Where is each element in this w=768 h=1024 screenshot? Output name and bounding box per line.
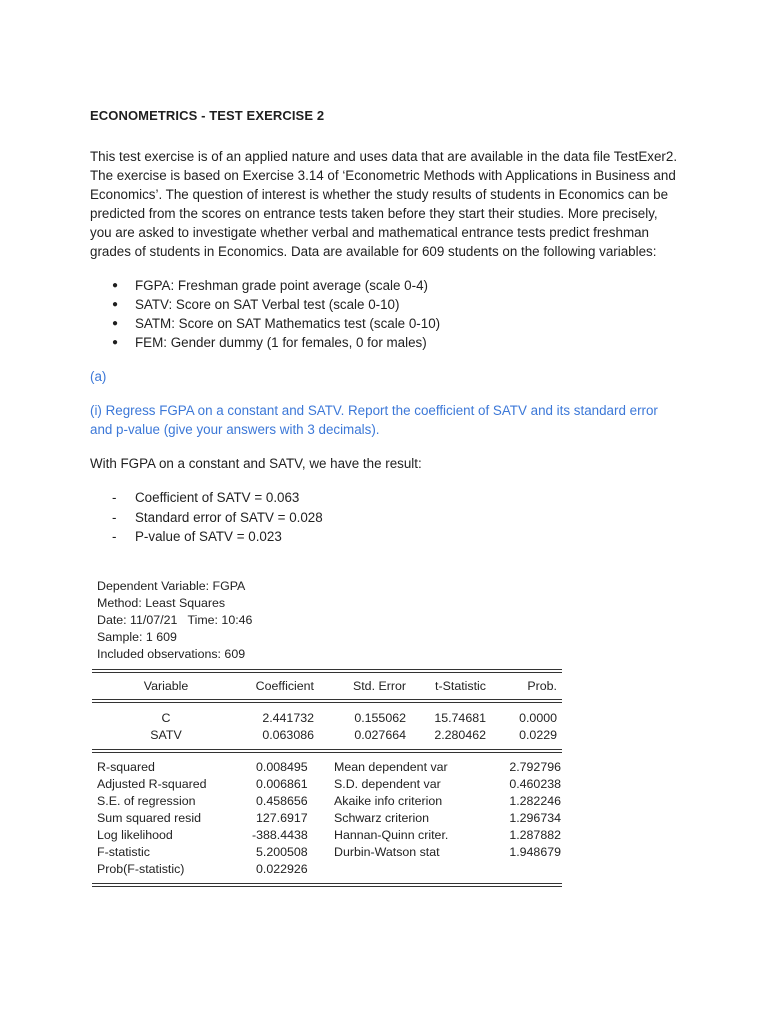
stat-value: 0.008495: [256, 760, 308, 774]
coefficient-rows: [92, 703, 562, 749]
part-label: (a): [90, 369, 107, 384]
variable-list: [90, 276, 680, 352]
output-header-line: Sample: 1 609: [97, 630, 177, 644]
answer-list: [90, 488, 680, 547]
stat-value: 0.460238: [509, 777, 561, 791]
output-header-line: Included observations: 609: [97, 647, 246, 661]
stat-label: S.D. dependent var: [334, 777, 441, 791]
stat-label: Durbin-Watson stat: [334, 845, 440, 859]
table-row: [92, 810, 562, 827]
list-item: - Standard error of SATV = 0.028: [112, 508, 680, 528]
answer-intro: With FGPA on a constant and SATV, we have the result:: [90, 456, 422, 471]
stat-value: 2.792796: [509, 760, 561, 774]
table-cell: C: [161, 711, 171, 725]
table-cell: 0.155062: [354, 711, 406, 725]
stat-value: 1.282246: [509, 794, 561, 808]
stat-value: -388.4438: [252, 828, 308, 842]
list-item: - Coefficient of SATV = 0.063: [112, 488, 680, 508]
question-text: (i) Regress FGPA on a constant and SATV. Report the coefficient of SATV and its standard error and p-value (give your answers with 3 decimals).: [90, 403, 658, 437]
output-header-line: Dependent Variable: FGPA: [97, 579, 246, 593]
stat-label: Schwarz criterion: [334, 811, 430, 825]
table-cell: 15.74681: [434, 711, 486, 725]
table-cell: 0.0229: [519, 728, 557, 742]
table-cell: 2.280462: [434, 728, 486, 742]
table-cell: 0.063086: [262, 728, 314, 742]
column-header: Variable: [143, 679, 189, 693]
stat-label: Hannan-Quinn criter.: [334, 828, 449, 842]
list-item: ● SATM: Score on SAT Mathematics test (scale 0-10): [112, 314, 680, 333]
column-header: Prob.: [527, 679, 557, 693]
regression-output-table: [92, 578, 562, 887]
column-header: t-Statistic: [435, 679, 486, 693]
table-row: [92, 844, 562, 861]
list-item: ● FGPA: Freshman grade point average (scale 0-4): [112, 276, 680, 295]
table-row: [92, 861, 562, 878]
table-cell: 0.0000: [519, 711, 557, 725]
stat-label: Adjusted R-squared: [97, 777, 207, 791]
table-row: [92, 827, 562, 844]
table-header-row: [92, 673, 562, 699]
stat-value: 1.948679: [509, 845, 561, 859]
stat-label: Log likelihood: [97, 828, 173, 842]
column-header: Std. Error: [352, 679, 406, 693]
stat-label: S.E. of regression: [97, 794, 196, 808]
divider: [92, 883, 562, 887]
table-row: [92, 776, 562, 793]
document-body: [90, 106, 680, 564]
column-header: Coefficient: [255, 679, 314, 693]
output-header-line: Method: Least Squares: [97, 596, 226, 610]
list-item: ● FEM: Gender dummy (1 for females, 0 for males): [112, 333, 680, 352]
stat-value: 1.296734: [509, 811, 561, 825]
table-cell: 0.027664: [354, 728, 406, 742]
table-cell: SATV: [150, 728, 182, 742]
table-row: [92, 793, 562, 810]
list-item: ● SATV: Score on SAT Verbal test (scale 0-10): [112, 295, 680, 314]
table-row: [92, 727, 562, 744]
intro-paragraph: This test exercise is of an applied nature and uses data that are available in the data file TestExer2. The exercise is based on Exercise 3.14 of ‘Econometric Methods with Applications in Business and Economics’. The question of interest is whether the study results of students in Economics can be predicted from the scores on entrance tests taken before they start their studies. More precisely, you are asked to investigate whether verbal and mathematical entrance tests predict freshman grades of students in Economics. Data are available for 609 students on the following variables:: [90, 149, 678, 259]
stat-value: 0.458656: [256, 794, 308, 808]
output-header-line: Date: 11/07/21 Time: 10:46: [97, 613, 253, 627]
stat-label: [328, 861, 498, 878]
stat-label: F-statistic: [97, 845, 151, 859]
stat-label: R-squared: [97, 760, 155, 774]
document-title: ECONOMETRICS - TEST EXERCISE 2: [90, 108, 325, 123]
stat-value: 0.022926: [256, 862, 308, 876]
stat-value: 0.006861: [256, 777, 308, 791]
stat-label: Akaike info criterion: [334, 794, 443, 808]
stat-label: Sum squared resid: [97, 811, 201, 825]
table-cell: 2.441732: [262, 711, 314, 725]
table-row: [92, 759, 562, 776]
stat-value: 127.6917: [256, 811, 308, 825]
stat-label: Prob(F-statistic): [97, 862, 185, 876]
summary-stats: [92, 753, 562, 883]
stat-value: 5.200508: [256, 845, 308, 859]
table-row: [92, 710, 562, 727]
stat-label: Mean dependent var: [334, 760, 448, 774]
stat-value: [498, 861, 561, 878]
list-item: - P-value of SATV = 0.023: [112, 527, 680, 547]
stat-value: 1.287882: [509, 828, 561, 842]
